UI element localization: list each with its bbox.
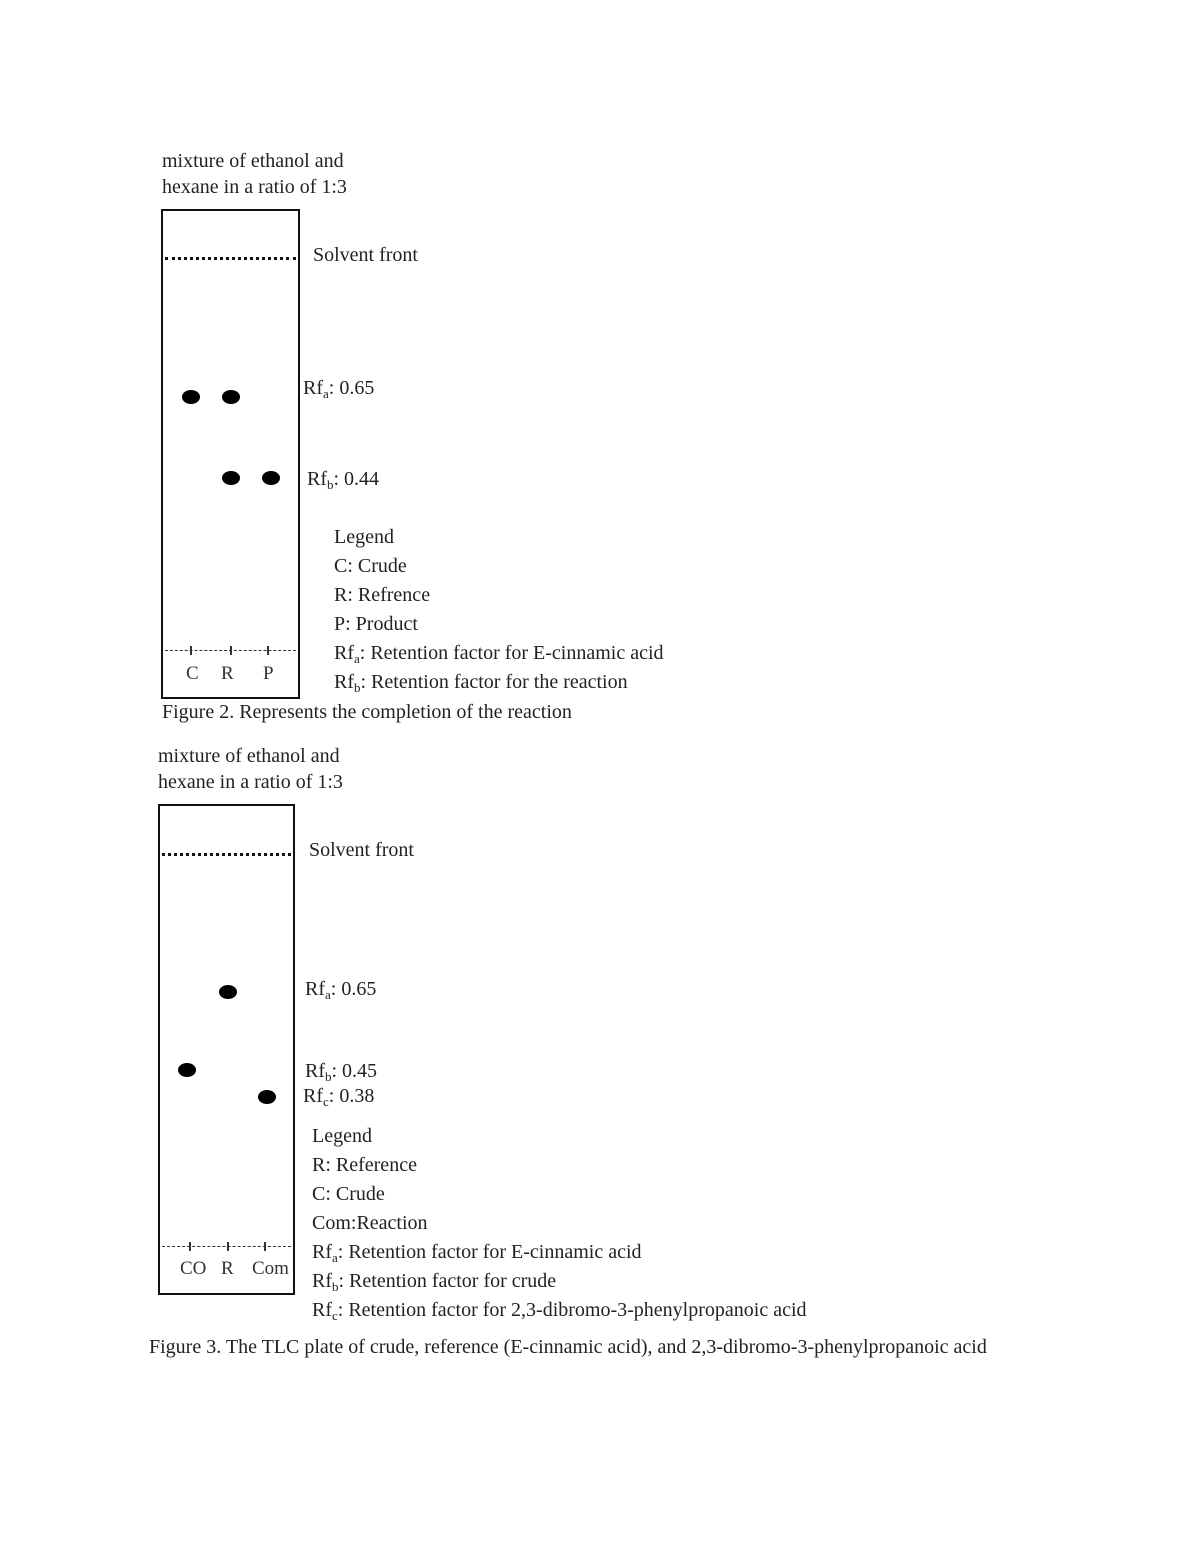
legend-item-rf-b: $Rf_b$: Retention factor for the reaction <box>334 671 628 695</box>
lane-label-p: P <box>263 663 274 684</box>
spot-reference-rfb <box>222 471 240 485</box>
solvent-front-line <box>162 853 291 856</box>
baseline-tick-p <box>267 646 269 655</box>
spot-reference-rfa <box>222 390 240 404</box>
lane-label-r: R <box>221 663 234 684</box>
legend-item-reference: R: Refrence <box>334 584 431 606</box>
baseline-tick-com <box>264 1242 266 1251</box>
tlc-plate <box>161 209 300 699</box>
legend-item-rf-b: $Rf_b$: Retention factor for crude <box>312 1270 557 1294</box>
legend-item-crude: C: Crude <box>334 555 407 577</box>
spot-crude-rfb <box>178 1063 196 1077</box>
lane-label-r: R <box>221 1258 234 1279</box>
solvent-front-label: Solvent front <box>309 839 414 861</box>
legend-item-rf-a: $Rf_a$: Retention factor for E-cinnamic acid <box>334 642 664 666</box>
legend-item-reference: R: Reference <box>312 1154 417 1176</box>
spot-product-rfb <box>262 471 280 485</box>
legend-title: Legend <box>312 1125 372 1147</box>
legend-item-product: P: Product <box>334 613 418 635</box>
rf-c-annotation: $Rf_c$: 0.38 <box>303 1085 375 1109</box>
lane-label-co: CO <box>180 1258 207 1279</box>
lane-label-com: Com <box>252 1258 289 1279</box>
lane-label-c: C <box>186 663 199 684</box>
legend-item-crude: C: Crude <box>312 1183 385 1205</box>
rf-b-annotation: $Rf_b$: 0.45 <box>305 1060 378 1084</box>
solvent-description-line-2: hexane in a ratio of 1:3 <box>162 176 347 198</box>
legend-item-rf-a: $Rf_a$: Retention factor for E-cinnamic acid <box>312 1241 642 1265</box>
solvent-description-line-2: hexane in a ratio of 1:3 <box>158 771 343 793</box>
legend-title: Legend <box>334 526 394 548</box>
legend-item-rf-c: $Rf_c$: Retention factor for 2,3-dibromo-3-phenylpropanoic acid <box>312 1299 807 1323</box>
legend-item-reaction: Com:Reaction <box>312 1212 428 1234</box>
figure-caption: Figure 3. The TLC plate of crude, reference (E-cinnamic acid), and 2,3-dibromo-3-phenylpropanoic acid <box>149 1336 987 1358</box>
solvent-description-line-1: mixture of ethanol and <box>162 150 344 172</box>
figure-caption: Figure 2. Represents the completion of the reaction <box>162 701 572 723</box>
rf-a-annotation: $Rf_a$: 0.65 <box>303 377 375 401</box>
tlc-plate <box>158 804 295 1295</box>
solvent-description-line-1: mixture of ethanol and <box>158 745 340 767</box>
rf-b-annotation: $Rf_b$: 0.44 <box>307 468 380 492</box>
spot-reaction-rfc <box>258 1090 276 1104</box>
solvent-front-label: Solvent front <box>313 244 418 266</box>
baseline-tick-r <box>227 1242 229 1251</box>
spot-reference-rfa <box>219 985 237 999</box>
baseline-tick-r <box>230 646 232 655</box>
spot-crude-rfa <box>182 390 200 404</box>
baseline-tick-c <box>190 646 192 655</box>
baseline-tick-co <box>189 1242 191 1251</box>
solvent-front-line <box>165 257 296 260</box>
rf-a-annotation: $Rf_a$: 0.65 <box>305 978 377 1002</box>
